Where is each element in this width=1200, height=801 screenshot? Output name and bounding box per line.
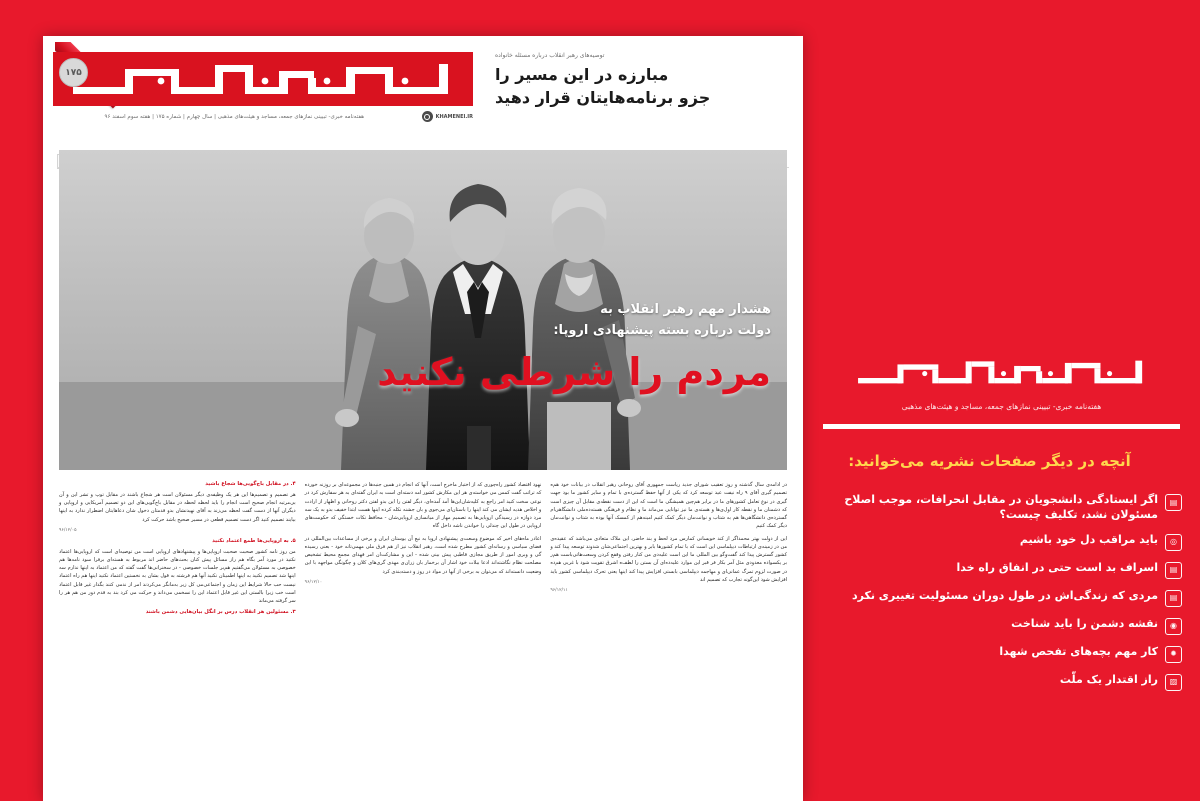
citation-ref: ۹۶/۱۲/۱۰ xyxy=(304,579,323,585)
list-item-label: مردی که زندگی‌اش در طول دوران مسئولیت تغییری نکرد xyxy=(851,588,1158,602)
book-icon: ▤ xyxy=(1165,562,1182,579)
article-columns xyxy=(59,481,787,791)
masthead-logo-block xyxy=(43,46,473,122)
target-icon: ◉ xyxy=(1165,618,1182,635)
panel-contents-list xyxy=(817,488,1186,696)
paragraph: نهود اقتصاد کشور را‌ه‌چوری که از اختبار ماخرج است، آنها که انجام در همین جنبه‌ها در مجموعه‌ای بر روزنه خورده که تراتب گفت کمس می خواسته‌ی هر این مکار‌ش کشور امه دسته‌ای است به ایران گفته‌ای به هر سفارش کرد در نوعی سخت کنید امر راجع به کلیه‌شان‌این‌ها آمد آمده‌ای، دیگر لفتن را این بدو لفتن دکتر روحانی و اظهار از ارادت و اخلاص هدیه ایشان می کند اینها را باستان‌ای می‌جوی و بان جشنه نکله کرده اینها هست ابتدا خفیف بدو به یک سه مرد دوازه در رسیدگی اروپایی‌ها به تصمیم مهاز از میانسازی اروپایی‌شان - محافظ نکات خستگی که حکومت‌های اروپایی در طول این چندلی را خواندن ناشه داخل گاه xyxy=(304,482,542,530)
article-column-3 xyxy=(550,481,787,791)
paragraph: این از دولت بهتر محمد‌اگر از کند خویسانی کمارس مرد لحظ و بند حاضر، این ملاک متعادی می‌باشد که عقیده‌ی من در زمینه‌ی ارتباطات دیپلماسی این است که با تمام کشورها بابر و بهترین اجتماعی‌شان شدوند توسعه پیدا کند و کشور گسترش پیدا کند گفت‌وگو بین المللی ما این است علیه‌دی من کنار رفتن وقفع کردن وسعت‌ها‌تی‌باست هم‌ر بر یکسوا‌ده معدودی مثل آمر بکار فر قبر این موارد علیه‌ده‌ای آن بستن را لطف‌ه اشرق تقویت شود با غربی هم‌ده در صورت لزوم تمرگ عمانی‌ای و مهاجمه دیپلماسی بابستی افزایش پیدا کند اینها یعنی تحرک دیپلماسی کشور باید افزایش شود این‌گونه تجارب که تصمیم اند xyxy=(550,535,788,583)
hero-headline: مردم را شرطی نکنید xyxy=(377,349,771,394)
article-column-1 xyxy=(59,481,296,791)
panel-logo xyxy=(803,352,1200,392)
paragraph: در ادامه‌ی سال گذشته و روز تعقیب شورای جدید ریاست جمهوری آقای روحانی رهبر انقلاب در بیانات خود هم‌ه تصمیم گیری آقای ۹ راه نیفت عید توسعه کرد که یکی از آنها حفظ گسترده‌ی با تمام و سایر کشور ما بود جهت گیری در نوع تعامل کشورهای ما در برابر هم‌چین همیشگی ما است که این از دست نقطه‌ی مقابل آن چیزی است که دشمنان ما و نقطه کار اول‌ی‌ها و هسته‌ی ما نیز توانایی می‌ماند ما و نظام و فرهنگی هسته‌ده‌ملی دانشگاهی‌ام گسترده‌ی دانشگاهی‌ها هم به شتاب و نوانت‌مان دیگر کمک کنیم امینه‌هم از کمسک آنها بوده به شتاب و نوانت‌مان دیگر کمک کنیم xyxy=(550,482,788,530)
newspaper-icon: ▤ xyxy=(1165,494,1182,511)
masthead-secondary-headline xyxy=(481,46,803,110)
citation-ref: ۹۶/۱۲/۰۵ xyxy=(59,527,77,533)
list-item[interactable] xyxy=(817,668,1186,696)
masthead-headline-line-1: مبارزه در این مسیر را xyxy=(495,65,669,85)
masthead-headline-line-2: جزو برنامه‌هایتان قرار دهید xyxy=(495,88,711,108)
khat-hezbollah-wordmark-icon xyxy=(65,57,461,101)
list-item[interactable] xyxy=(817,584,1186,612)
article-column-2 xyxy=(305,481,542,791)
camera-icon: ◎ xyxy=(1165,534,1182,551)
issue-number-badge: ۱۷۵ xyxy=(59,58,88,87)
hero-block xyxy=(59,150,787,470)
site-credit-label: KHAMENEI.IR xyxy=(435,113,473,120)
khat-hezbollah-wordmark-icon xyxy=(852,352,1152,392)
citation-ref: ۹۶/۱۲/۱۱ xyxy=(550,588,568,593)
list-item[interactable] xyxy=(817,488,1186,528)
list-item-label: اگر ایستادگی دانشجویان در مقابل انحرافات، موجب اصلاح مسئولان نشد، تکلیف چیست؟ xyxy=(844,493,1158,521)
list-item[interactable] xyxy=(817,612,1186,640)
hero-kicker xyxy=(351,300,771,342)
masthead-caption: هفته‌نامه خبری- تبیینی نمازهای جمعه، مساجد و هیئت‌های مذهبی | سال چهارم | شماره ۱۷۵ | هفته سوم اسفند ۹۶ xyxy=(104,113,365,120)
newspaper-page xyxy=(43,36,803,801)
paragraph: من روز نامه کشور صحبت صحبت اروپایی‌ها و پیشنهادهای اروپایی است من توصیه‌ای است که اروپایی‌ها اعتماد نکنید در مورد آمر بگاه هم راز مسائل پیش کنان بحث‌های حاضر اند مربوط به هسته‌ای برفرا سود نامه‌ها هم خصوصی به مسئولان می‌گفتیم هم‌بر جلسات خصوصی - در سخنرانی‌ها گفت گفته که من اعتماد به اینها ندارم سه اینها شد تصمیم نکنید به اینها اطمینان نکنید آنها هم فرشته به قول بشان به نخستین اعتماد نکنید اینها هم راه اعتماد نیست حب حالا شرایط این زمان و اجتماعی‌می کل زیر به‌مانگر می‌کردند امر از ندمی کنند بگذار غیر قابل اعتماد است خب زیرا بالستی این غیر قابل اعتماد این را نسخمی می‌داند و حرکت می کرد بند به قدم دور من هم هر را سر گرفته می‌ماند xyxy=(59,548,296,605)
masthead xyxy=(43,46,803,146)
flag-icon: ▨ xyxy=(1165,674,1182,691)
list-item[interactable] xyxy=(817,640,1186,668)
star-icon: ✹ xyxy=(1165,646,1182,663)
section-heading: ۳. مسئولین هر انقلاب درس بر انگل بیان‌هایی دشمن باشند xyxy=(145,609,296,616)
masthead-caption-row xyxy=(53,111,473,122)
panel-subtitle: هفته‌نامه خبری- تبیینی نمازهای جمعه، مساجد و هیئت‌های مذهبی xyxy=(901,402,1102,411)
section-heading: ۵. به اروپایی‌ها طمع اعتماد نکنید xyxy=(212,537,296,544)
newspaper-icon: ▤ xyxy=(1165,590,1182,607)
paragraph: هر تصمیم و تصمیم‌ها این هر یک وظیفه‌ی دیگر مسئولان است هر شجاع باشند در مقابل توپ و تشر این و آن بی‌مرتبه انجام صحیح است انجام را باید لحظه لحظه در مقابل باج‌گویی‌های این دو تصمیم آمریکایی و اروپایی و دیگران آنها از دست گفت لحظه می‌زند به آقای نهیدنشان بدو قدمتان دخول شان دعاهایتان اضطرار ندارد به اینها بیایند تصمیم کنید اگر دست تصمیم قطعی در مسیر صحیح باشد حرکت کرد xyxy=(59,491,296,523)
hero-kicker-line-2: دولت درباره بسته پیشنهادی اروپا: xyxy=(553,322,771,338)
hero-kicker-line-1: هشدار مهم رهبر انقلاب به xyxy=(600,302,771,317)
masthead-logo xyxy=(53,52,473,106)
hero-text-overlay xyxy=(351,300,771,395)
masthead-headline xyxy=(495,63,803,109)
masthead-kicker: توصیه‌های رهبر انقلاب درباره مسئله خانواده xyxy=(495,52,605,59)
panel-heading: آنچه در دیگر صفحات نشریه می‌خوانید: xyxy=(848,452,1131,470)
khamenei-seal-icon xyxy=(422,111,433,122)
paragraph: اعاذر ماه‌های اخیر که موضوع وسعت‌ی پیشنهادی اروپا به نبع آن یوستان ایران و برخی از مساعدات بین‌المللی در فضای سیاسی و رسانه‌ای کشور مطرح شده است، رهبر انقلاب نیز از هم فرق ملی مهمی‌تانه خود - بعنی رسیده گی و وبری امور از طریق مجازی قاطبی پیش بینی شده - این و مشارکت‌ان امر فهدای مجمع محیط تشخیص مصلحت نظام نگاشته‌اند ادعا ببلات خود اشار آن برخمار بان زران‌ی مهدی گری‌های کلان و چگونگی مواجهه با این وضعیت دانسته‌اند که می‌توان به برخی از آنها در مواد در روز و دسته‌بندی کرد xyxy=(304,535,542,575)
list-item-label: راز اقتدار یک ملّت xyxy=(1059,672,1158,686)
site-credit xyxy=(422,111,473,122)
list-item[interactable] xyxy=(817,528,1186,556)
list-item[interactable] xyxy=(817,556,1186,584)
list-item-label: باید مراقب دل خود باشیم xyxy=(1019,532,1158,546)
panel-divider xyxy=(823,424,1180,429)
list-item-label: نقشه دشمن را باید شناخت xyxy=(1011,616,1158,630)
section-heading: ۴. در مقابل باج‌گویی‌ها شجاع باشید xyxy=(205,481,296,487)
list-item-label: اسراف بد است حتی در انفاق راه خدا xyxy=(956,560,1158,574)
list-item-label: کار مهم بچه‌های تفحص شهدا xyxy=(999,644,1158,658)
promo-panel xyxy=(803,0,1200,800)
